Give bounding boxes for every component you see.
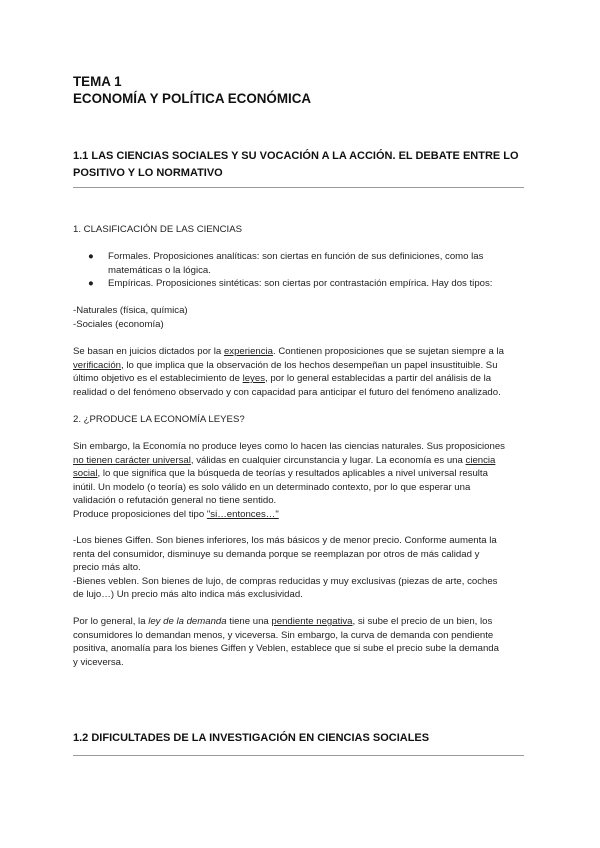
list-item: -Sociales (economía) bbox=[73, 318, 164, 330]
bullet-icon: ● bbox=[88, 278, 94, 289]
text-run: , válidas en cualquier circunstancia y lugar. La economía es una bbox=[190, 454, 466, 466]
text-run: positiva, anomalía para los bienes Giffen y Veblen, establece que si sube el precio sube la demanda bbox=[73, 643, 499, 654]
section-1-1-title-line1: 1.1 LAS CIENCIAS SOCIALES Y SU VOCACIÓN A LA ACCIÓN. EL DEBATE ENTRE LO bbox=[73, 150, 519, 162]
bullet-text: Formales. Proposiciones analíticas: son ciertas en función de sus definiciones, como las bbox=[108, 251, 484, 262]
underlined-term: ciencia bbox=[465, 454, 496, 466]
text-run: renta del consumidor, disminuye su demanda porque se reemplazan por otros de más calidad y bbox=[73, 548, 480, 560]
text-run: . Contienen proposiciones que se sujetan siempre a la bbox=[273, 346, 504, 357]
underlined-term: verificación bbox=[73, 359, 121, 371]
underlined-term: social bbox=[73, 468, 98, 479]
list-item bbox=[86, 250, 526, 277]
bullet-text: Empíricas. Proposiciones sintéticas: son ciertas por contrastación empírica. Hay dos tipos: bbox=[108, 278, 493, 289]
text-run: de lujo…) Un precio más alto indica más exclusividad. bbox=[73, 589, 303, 600]
section-1-2-divider bbox=[73, 755, 524, 756]
underlined-term: experiencia bbox=[223, 346, 274, 357]
section-1-1-title-line2: POSITIVO Y LO NORMATIVO bbox=[73, 167, 223, 179]
section-1-2-heading: 1.2 DIFICULTADES DE LA INVESTIGACIÓN EN CIENCIAS SOCIALES bbox=[73, 732, 430, 744]
tipos-list bbox=[73, 304, 526, 331]
underlined-term: "si…entonces…" bbox=[206, 508, 279, 520]
text-run: precio más alto. bbox=[73, 562, 141, 573]
text-run: realidad o del fenómeno observado y con capacidad para anticipar el futuro del fenómeno analizado. bbox=[73, 386, 501, 398]
text-run: Produce proposiciones del tipo bbox=[73, 508, 207, 520]
text-run: , lo que significa que la búsqueda de teorías y resultados aplicables a nivel universal resulta bbox=[97, 468, 488, 479]
text-run: y viceversa. bbox=[73, 656, 124, 668]
bullet-icon: ● bbox=[88, 251, 94, 262]
section-1-1-divider bbox=[73, 187, 524, 188]
demanda-paragraph bbox=[73, 615, 526, 669]
text-run: validación o refutación general no tiene sentido. bbox=[73, 495, 277, 506]
text-run: Por lo general, la bbox=[73, 616, 149, 627]
list-item: -Naturales (física, química) bbox=[73, 305, 188, 316]
underlined-term: leyes bbox=[242, 373, 265, 384]
underlined-term: pendiente negativa bbox=[271, 616, 353, 627]
text-run: último objetivo es el establecimiento de bbox=[73, 373, 243, 384]
tema-title: ECONOMÍA Y POLÍTICA ECONÓMICA bbox=[73, 91, 312, 106]
tema-number: TEMA 1 bbox=[73, 74, 122, 89]
italic-term: ley de la demanda bbox=[148, 616, 227, 627]
text-run: , si sube el precio de un bien, los bbox=[352, 616, 493, 627]
text-run: Sin embargo, la Economía no produce leyes como lo hacen las ciencias naturales. Sus proposiciones bbox=[73, 441, 505, 452]
text-run: , por lo general establecidas a partir del análisis de la bbox=[265, 373, 492, 384]
text-run: -Los bienes Giffen. Son bienes inferiores, los más básicos y de menor precio. Conforme aumenta la bbox=[73, 535, 497, 546]
text-run: tiene una bbox=[226, 616, 272, 627]
clasificacion-bullet-list bbox=[86, 250, 526, 291]
clasificacion-heading: 1. CLASIFICACIÓN DE LAS CIENCIAS bbox=[73, 224, 243, 235]
list-item bbox=[86, 277, 526, 291]
text-run: consumidores lo demandan menos, y viceversa. Sin embargo, la curva de demanda con pendiente bbox=[73, 629, 494, 641]
clasificacion-paragraph bbox=[73, 345, 526, 399]
bienes-paragraph bbox=[73, 534, 526, 602]
section-1-1-heading bbox=[73, 148, 526, 182]
text-run: , lo que implica que la observación de los hechos desempeñan un papel insustituible. Su bbox=[121, 359, 498, 371]
produce-heading: 2. ¿PRODUCE LA ECONOMÍA LEYES? bbox=[73, 414, 245, 425]
text-run: Se basan en juicios dictados por la bbox=[73, 346, 224, 357]
produce-paragraph-1 bbox=[73, 440, 526, 521]
bullet-text: matemáticas o la lógica. bbox=[108, 264, 211, 276]
tema-heading bbox=[73, 73, 526, 107]
underlined-term: no tienen carácter universal bbox=[73, 454, 191, 466]
text-run: -Bienes veblen. Son bienes de lujo, de compras reducidas y muy exclusivas (piezas de arte, coches bbox=[73, 575, 498, 587]
text-run: inútil. Un modelo (o teoría) es solo válido en un determinado contexto, por lo que esperar una bbox=[73, 481, 471, 493]
